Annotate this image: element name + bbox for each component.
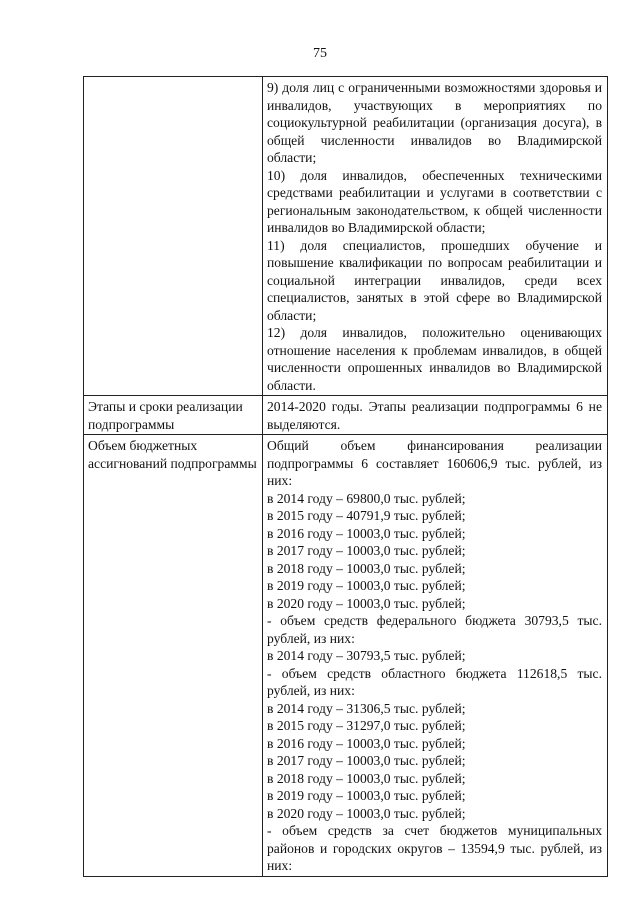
content-line: в 2018 году – 10003,0 тыс. рублей; [267, 560, 466, 576]
row-content-cell [263, 435, 608, 877]
content-line: 9) доля лиц с ограниченными возможностями здоровья и инвалидов, участвующих в мероприятиях по социокультурной реабилитации (организация досуга), в общей численности инвалидов во Владимирской области; [267, 80, 602, 165]
row-content-cell [263, 77, 608, 396]
content-line: в 2018 году – 10003,0 тыс. рублей; [267, 770, 466, 786]
row-label-cell: Объем бюджетных ассигнований подпрограммы [84, 435, 263, 877]
content-line: 11) доля специалистов, прошедших обучение и повышение квалификации по вопросам реабилитации и социальной интеграции инвалидов, среди всех специалистов, занятых в этой сфере во Владимирской области; [267, 237, 602, 323]
table-row [84, 435, 608, 877]
content-line: в 2014 году – 30793,5 тыс. рублей; [267, 648, 466, 663]
content-line: в 2015 году – 31297,0 тыс. рублей; [267, 718, 466, 733]
table-row [84, 396, 608, 435]
content-line: в 2016 году – 10003,0 тыс. рублей; [267, 735, 466, 751]
table-row [84, 77, 608, 396]
row-label-cell: Этапы и сроки реализации подпрограммы [84, 396, 263, 435]
row-content-cell [263, 396, 608, 435]
content-line: 2014-2020 годы. Этапы реализации подпрограммы 6 не выделяются. [267, 399, 602, 432]
content-line: - объем средств за счет бюджетов муниципальных районов и городских округов – 13594,9 тыс. рублей, из них: [267, 823, 602, 873]
subprogram-passport-table [83, 76, 608, 877]
table-body [84, 77, 608, 877]
content-line: 10) доля инвалидов, обеспеченных техническими средствами реабилитации и услугами в соответствии с региональным законодательством, к общей численности инвалидов во Владимирской области; [267, 167, 602, 235]
content-line: в 2020 году – 10003,0 тыс. рублей; [267, 595, 466, 611]
content-line: Общий объем финансирования реализации подпрограммы 6 составляет 160606,9 тыс. рублей, из них: [267, 438, 602, 488]
content-line: в 2014 году – 69800,0 тыс. рублей; [267, 490, 466, 506]
content-line: в 2016 году – 10003,0 тыс. рублей; [267, 525, 466, 541]
content-line: 12) доля инвалидов, положительно оценивающих отношение населения к проблемам инвалидов, в общей численности опрошенных инвалидов во Владимирской области. [267, 325, 602, 393]
content-line: в 2015 году – 40791,9 тыс. рублей; [267, 508, 466, 523]
content-line: - объем средств федерального бюджета 30793,5 тыс. рублей, из них: [267, 613, 602, 646]
content-line: в 2017 году – 10003,0 тыс. рублей; [267, 543, 466, 558]
content-line: в 2014 году – 31306,5 тыс. рублей; [267, 700, 466, 716]
content-line: в 2019 году – 10003,0 тыс. рублей; [267, 788, 466, 803]
content-line: - объем средств областного бюджета 112618,5 тыс. рублей, из них: [267, 665, 602, 698]
content-line: в 2019 году – 10003,0 тыс. рублей; [267, 578, 466, 593]
content-line: в 2017 году – 10003,0 тыс. рублей; [267, 753, 466, 768]
page-number: 75 [313, 46, 327, 61]
row-label-cell [84, 77, 263, 396]
content-line: в 2020 году – 10003,0 тыс. рублей; [267, 805, 466, 821]
